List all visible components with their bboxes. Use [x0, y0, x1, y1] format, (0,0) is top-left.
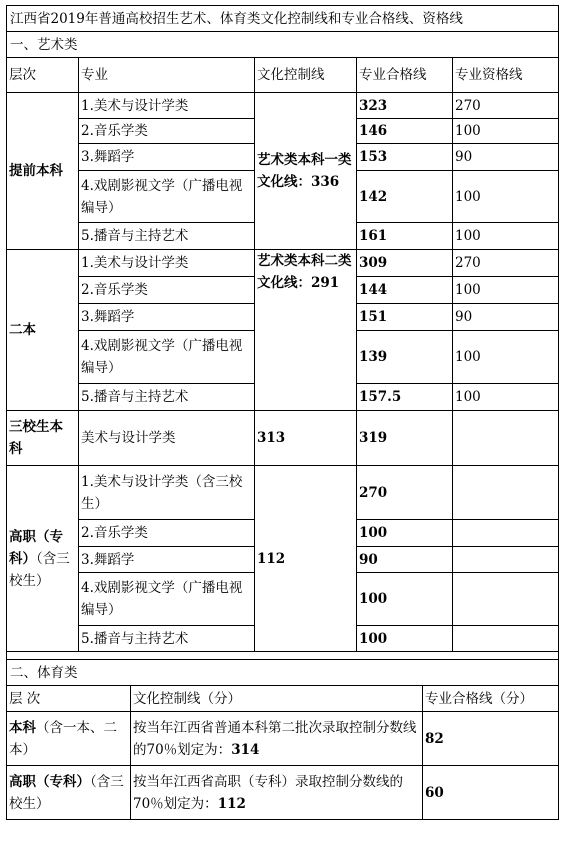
- qualification-line-cell: 100: [453, 223, 559, 250]
- culture-line-cell: 艺术类本科一类文化线：336: [255, 93, 357, 250]
- culture-line-text: 按当年江西省高职（专科）录取控制分数线的70％划定为：: [133, 773, 403, 812]
- culture-line-cell: 112: [255, 466, 357, 652]
- level-cell: [7, 466, 79, 652]
- major-cell: 4.戏剧影视文学（广播电视编导）: [79, 331, 255, 384]
- major-cell: 2.音乐学类: [79, 119, 255, 144]
- pass-line-cell: 139: [357, 331, 453, 384]
- qualification-line-cell: 90: [453, 144, 559, 171]
- level-cell: 二本: [7, 250, 79, 411]
- level-cell: 三校生本科: [7, 411, 79, 466]
- pass-line-cell: 151: [357, 304, 453, 331]
- qualification-line-cell: 270: [453, 250, 559, 277]
- culture-line-text: 按当年江西省普通本科第二批次录取控制分数线的70％划定为：: [133, 719, 417, 758]
- pass-line-cell: 319: [357, 411, 453, 466]
- pass-line-cell: 144: [357, 277, 453, 304]
- level-cell: [7, 766, 131, 820]
- qualification-line-cell: [453, 466, 559, 520]
- header-pass-line: 专业合格线（分）: [423, 686, 559, 712]
- qualification-line-cell: [453, 547, 559, 573]
- pass-line-cell: 309: [357, 250, 453, 277]
- major-cell: 1.美术与设计学类: [79, 250, 255, 277]
- qualification-line-cell: [453, 573, 559, 626]
- qualification-line-cell: 100: [453, 331, 559, 384]
- qualification-line-cell: 100: [453, 171, 559, 223]
- pass-line-cell: 153: [357, 144, 453, 171]
- culture-line-cell: 313: [255, 411, 357, 466]
- table-row: [7, 766, 559, 820]
- culture-line-value: 112: [217, 795, 246, 812]
- major-cell: 1.美术与设计学类: [79, 93, 255, 119]
- pass-line-cell: 100: [357, 626, 453, 652]
- pass-line-cell: 146: [357, 119, 453, 144]
- sports-section-heading: 二、体育类: [7, 660, 559, 686]
- culture-line-cell: [131, 712, 423, 766]
- level-cell: [7, 712, 131, 766]
- pass-line-cell: 142: [357, 171, 453, 223]
- art-header-row: [7, 58, 559, 93]
- major-cell: 美术与设计学类: [79, 411, 255, 466]
- header-level: 层 次: [7, 686, 131, 712]
- art-section-heading: 一、艺术类: [7, 32, 559, 58]
- major-cell: 2.音乐学类: [79, 520, 255, 547]
- table-row: [7, 411, 559, 466]
- culture-line-cell: 艺术类本科二类文化线：291: [255, 250, 357, 411]
- major-cell: 4.戏剧影视文学（广播电视编导）: [79, 171, 255, 223]
- level-bold: 高职（专科）: [9, 528, 63, 567]
- qualification-line-cell: [453, 520, 559, 547]
- table-row: [7, 93, 559, 119]
- level-note: （含三校生）: [9, 773, 124, 812]
- header-culture-line: 文化控制线: [255, 58, 357, 93]
- qualification-line-cell: 100: [453, 384, 559, 411]
- pass-line-cell: 90: [357, 547, 453, 573]
- header-qualification-line: 专业资格线: [453, 58, 559, 93]
- header-level: 层次: [7, 58, 79, 93]
- header-pass-line: 专业合格线: [357, 58, 453, 93]
- table-row: [7, 712, 559, 766]
- major-cell: 1.美术与设计学类（含三校生）: [79, 466, 255, 520]
- page-title: 江西省2019年普通高校招生艺术、体育类文化控制线和专业合格线、资格线: [7, 6, 559, 32]
- pass-line-cell: 161: [357, 223, 453, 250]
- pass-line-cell: 82: [423, 712, 559, 766]
- table-row: [7, 466, 559, 520]
- major-cell: 5.播音与主持艺术: [79, 626, 255, 652]
- level-note: （含三校生）: [9, 550, 70, 589]
- admission-lines-table: [6, 5, 559, 660]
- major-cell: 2.音乐学类: [79, 277, 255, 304]
- pass-line-cell: 323: [357, 93, 453, 119]
- qualification-line-cell: [453, 411, 559, 466]
- level-bold: 高职（专科）: [9, 773, 90, 790]
- pass-line-cell: 60: [423, 766, 559, 820]
- pass-line-cell: 100: [357, 573, 453, 626]
- major-cell: 3.舞蹈学: [79, 144, 255, 171]
- sports-header-row: [7, 686, 559, 712]
- major-cell: 3.舞蹈学: [79, 547, 255, 573]
- qualification-line-cell: 90: [453, 304, 559, 331]
- qualification-line-cell: 100: [453, 119, 559, 144]
- header-major: 专业: [79, 58, 255, 93]
- pass-line-cell: 100: [357, 520, 453, 547]
- sports-table: [6, 659, 559, 820]
- level-cell: 提前本科: [7, 93, 79, 250]
- major-cell: 5.播音与主持艺术: [79, 223, 255, 250]
- culture-line-cell: [131, 766, 423, 820]
- qualification-line-cell: [453, 626, 559, 652]
- qualification-line-cell: 100: [453, 277, 559, 304]
- level-note: （含一本、二本）: [9, 719, 117, 758]
- major-cell: 5.播音与主持艺术: [79, 384, 255, 411]
- culture-line-value: 314: [231, 741, 260, 758]
- major-cell: 4.戏剧影视文学（广播电视编导）: [79, 573, 255, 626]
- table-row: [7, 250, 559, 277]
- pass-line-cell: 270: [357, 466, 453, 520]
- header-culture-line: 文化控制线（分）: [131, 686, 423, 712]
- major-cell: 3.舞蹈学: [79, 304, 255, 331]
- level-bold: 本科: [9, 719, 36, 736]
- qualification-line-cell: 270: [453, 93, 559, 119]
- pass-line-cell: 157.5: [357, 384, 453, 411]
